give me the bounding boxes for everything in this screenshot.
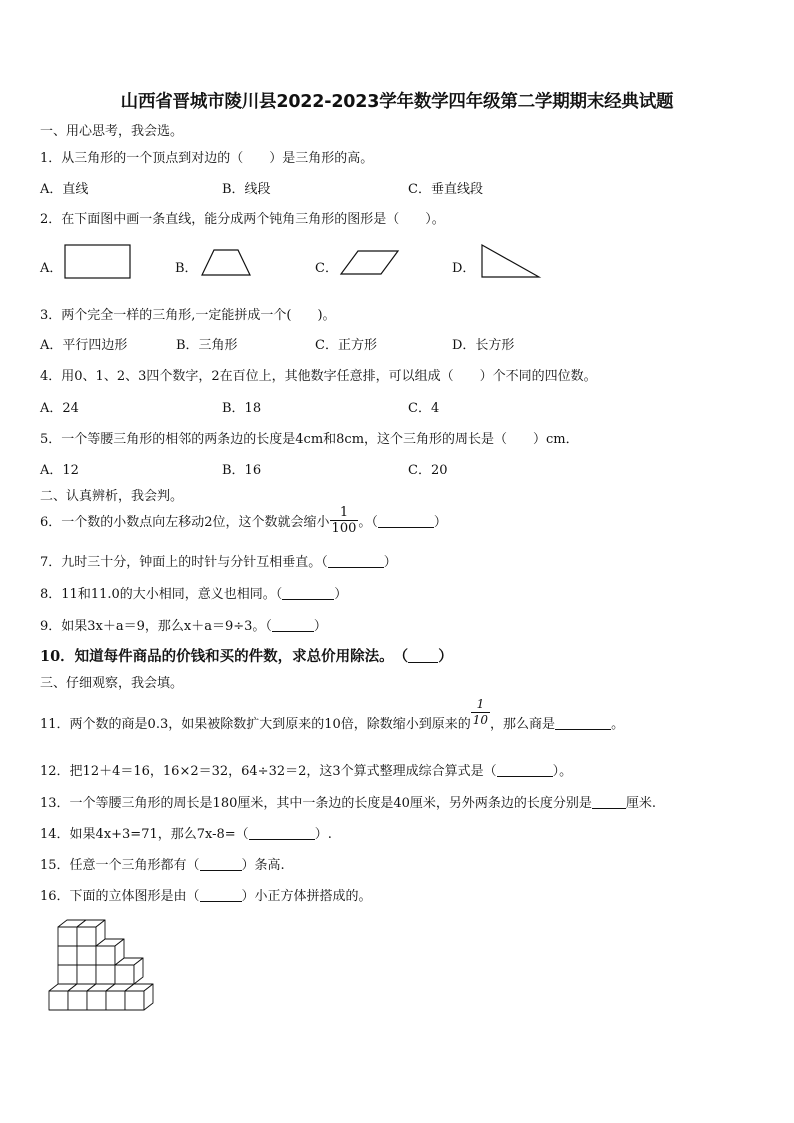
q11-numerator: 1 (476, 697, 485, 711)
q12-paren-close: ）。 (552, 764, 573, 779)
cube-face (58, 946, 77, 965)
q10-text: 10．知道每件商品的价钱和买的件数，求总价用除法。 （ (40, 648, 409, 665)
question-9 (40, 615, 327, 634)
q13-unit: 厘米. (625, 796, 657, 811)
q6-paren-close: ） (433, 515, 447, 530)
q16-paren-close: ）小正方体拼搭成的。 (241, 889, 372, 904)
q7-answer-blank[interactable] (328, 554, 384, 568)
question-5: 5．一个等腰三角形的相邻的两条边的长度是4cm和8cm，这个三角形的周长是（ ）cm． (40, 432, 579, 447)
cube-face (96, 965, 115, 984)
q2-option-b: B． (175, 261, 198, 276)
cube-face (106, 991, 125, 1010)
q11-text-after: ，那么商是 (490, 717, 556, 732)
q8-text: 8．11和11.0的大小相同，意义也相同。（ (40, 587, 283, 602)
q5-option-b: B．16 (222, 463, 262, 478)
trapezoid-icon (200, 249, 252, 277)
q8-answer-blank[interactable] (282, 586, 334, 600)
q1-option-a: A．直线 (40, 182, 89, 197)
cube-face (115, 965, 134, 984)
q3-option-c: C．正方形 (315, 338, 377, 353)
q11-end: 。 (611, 717, 625, 732)
q2-option-c: C． (315, 261, 338, 276)
parallelogram-icon (340, 250, 400, 276)
q4-option-b: B．18 (222, 401, 262, 416)
cube-face (77, 946, 96, 965)
question-7 (40, 551, 397, 570)
page-title: 山西省晋城市陵川县2022-2023学年数学四年级第二学期期末经典试题 (120, 92, 674, 112)
q11-text: 11．两个数的商是0.3，如果被除数扩大到原来的10倍，除数缩小到原来的 (40, 717, 471, 732)
cube-face (58, 927, 77, 946)
question-1: 1．从三角形的一个顶点到对边的（ ）是三角形的高。 (40, 151, 374, 166)
question-16 (40, 885, 372, 904)
question-10 (40, 645, 453, 666)
q11-answer-blank[interactable] (555, 716, 611, 730)
q6-paren-open: 。（ (358, 515, 378, 530)
q12-text: 12．把12＋4＝16，16×2＝32，64÷32＝2，这3个算式整理成综合算式是（ (40, 764, 497, 779)
q12-answer-blank[interactable] (497, 763, 553, 777)
q3-option-d: D．长方形 (452, 338, 515, 353)
q15-paren-close: ）条高. (241, 858, 285, 873)
q3-option-a: A．平行四边形 (40, 338, 128, 353)
question-13 (40, 792, 656, 811)
cube-face (77, 965, 96, 984)
q10-paren-close: ） (438, 648, 453, 665)
question-3: 3．两个完全一样的三角形,一定能拼成一个( )。 (40, 308, 336, 323)
q1-option-c: C．垂直线段 (408, 182, 483, 197)
q10-answer-blank[interactable] (408, 649, 438, 663)
q9-text: 9．如果3x＋a＝9，那么x＋a＝9÷3。（ (40, 619, 272, 634)
q6-answer-blank[interactable] (378, 514, 434, 528)
question-12 (40, 760, 572, 779)
cube-face (58, 965, 77, 984)
q15-answer-blank[interactable] (200, 857, 242, 871)
question-11 (40, 697, 625, 734)
q16-answer-blank[interactable] (200, 888, 242, 902)
q9-paren-close: ） (313, 619, 327, 634)
q3-option-b: B．三角形 (176, 338, 238, 353)
question-14 (40, 823, 332, 842)
cube-face (68, 991, 87, 1010)
q2-option-d: D． (452, 261, 476, 276)
cube-face (125, 991, 144, 1010)
q6-fraction (330, 505, 359, 536)
cube-face (77, 927, 96, 946)
cube-face (87, 991, 106, 1010)
q6-text: 6．一个数的小数点向左移动2位，这个数就会缩小 (40, 515, 330, 530)
question-2: 2．在下面图中画一条直线，能分成两个钝角三角形的图形是（ ）。 (40, 212, 445, 227)
cube-face (49, 991, 68, 1010)
question-8 (40, 583, 347, 602)
q13-text: 13．一个等腰三角形的周长是180厘米，其中一条边的长度是40厘米，另外两条边的长度分别是 (40, 796, 592, 811)
q1-option-b: B．线段 (222, 182, 271, 197)
q14-text: 14．如果4x+3=71，那么7x-8=（ (40, 827, 249, 842)
q13-answer-blank[interactable] (592, 795, 626, 809)
q11-fraction (471, 697, 490, 728)
q8-paren-close: ） (334, 587, 348, 602)
section-heading-3: 三、仔细观察，我会填。 (40, 676, 184, 691)
rectangle-icon (64, 244, 132, 280)
right-triangle-icon (481, 244, 543, 280)
q16-text: 16．下面的立体图形是由（ (40, 889, 200, 904)
section-heading-2: 二、认真辨析，我会判。 (40, 489, 184, 504)
q2-option-a: A． (40, 261, 63, 276)
q4-option-a: A．24 (40, 401, 79, 416)
q9-answer-blank[interactable] (272, 618, 314, 632)
q5-option-a: A．12 (40, 463, 79, 478)
q14-paren-close: ）. (314, 827, 332, 842)
q7-text: 7．九时三十分，钟面上的时针与分针互相垂直。（ (40, 555, 328, 570)
q6-numerator: 1 (339, 505, 349, 520)
q15-text: 15．任意一个三角形都有（ (40, 858, 200, 873)
question-4: 4．用0、1、2、3四个数字，2在百位上，其他数字任意排，可以组成（ ）个不同的四位数。 (40, 369, 597, 384)
q14-answer-blank[interactable] (249, 826, 315, 840)
question-6 (40, 505, 447, 536)
q4-option-c: C．4 (408, 401, 440, 416)
cube-face (96, 946, 115, 965)
section-heading-1: 一、用心思考，我会选。 (40, 124, 184, 139)
q7-paren-close: ） (383, 555, 397, 570)
q6-denominator: 100 (331, 521, 357, 536)
question-15 (40, 854, 285, 873)
cube-stack-figure (36, 925, 166, 1025)
q11-denominator: 10 (472, 713, 489, 727)
q5-option-c: C．20 (408, 463, 448, 478)
